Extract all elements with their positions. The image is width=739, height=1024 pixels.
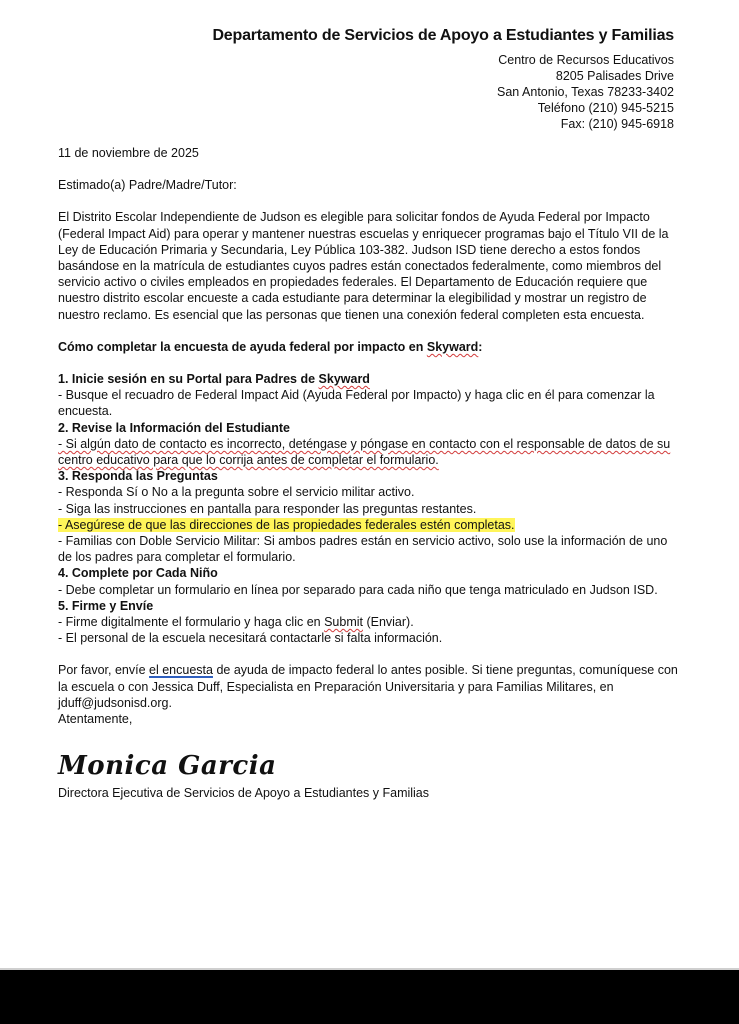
step-3-item: - Responda Sí o No a la pregunta sobre el servicio militar activo. [58, 485, 415, 500]
letter-greeting: Estimado(a) Padre/Madre/Tutor: [58, 178, 237, 193]
letterhead [212, 26, 674, 132]
letterhead-line: San Antonio, Texas 78233-3402 [497, 85, 674, 99]
department-title: Departamento de Servicios de Apoyo a Estudiantes y Familias [212, 27, 674, 44]
letterhead-line: Fax: (210) 945-6918 [560, 117, 674, 131]
letter-date: 11 de noviembre de 2025 [58, 146, 199, 160]
step-2-title: 2. Revise la Información del Estudiante [58, 420, 291, 435]
closing-paragraph: Por favor, envíe el encuesta de ayuda de impacto federal lo antes posible. Si tiene preguntas, comuníquese con la escuela o con Jessica Duff, Especialista en Preparación Universitaria y para Familias Militares, en jduff@judsonisd.org. [58, 663, 678, 710]
step-2-item: - Si algún dato de contacto es incorrecto, deténgase y póngase en contacto con el responsable de datos de su centro educativo para que lo corrija antes de completar el formulario. [58, 436, 671, 468]
step-3-item: - Familias con Doble Servicio Militar: Si ambos padres están en servicio activo, solo use la información de uno de los padres para completar el formulario. [58, 534, 668, 565]
signer-title: Directora Ejecutiva de Servicios de Apoyo a Estudiantes y Familias [58, 786, 430, 801]
step-3-title: 3. Responda las Preguntas [58, 469, 218, 484]
step-1-title: 1. Inicie sesión en su Portal para Padres de Skyward [58, 372, 370, 387]
letterhead-line: Teléfono (210) 945-5215 [537, 101, 674, 115]
sign-off: Atentamente, [58, 712, 133, 727]
step-1-item: - Busque el recuadro de Federal Impact Aid (Ayuda Federal por Impacto) y haga clic en él para comenzar la encuesta. [58, 388, 655, 419]
intro-paragraph: El Distrito Escolar Independiente de Judson es elegible para solicitar fondos de Ayuda Federal por Impacto (Federal Impact Aid) para operar y mantener nuestras escuelas y enriquecer programas bajo el Título VII de la Ley de Educación Primaria y Secundaria, Ley Pública 103-382. Judson ISD tiene derecho a estos fondos basándose en la matrícula de estudiantes cuyos padres están conectados federalmente, como miembros del servicio activo o civiles empleados en propiedades federales. El Departamento de Educación requiere que nuestro distrito escolar encueste a cada estudiante para determinar la elegibilidad y mostrar un registro de nuestro reclamo. Es esencial que las personas que tienen una conexión federal completen esta encuesta. [58, 210, 669, 322]
handwritten-signature: Monica Garcia [58, 751, 277, 782]
step-4-item: - Debe completar un formulario en línea por separado para cada niño que tenga matriculado en Judson ISD. [58, 582, 658, 597]
how-to-heading: Cómo completar la encuesta de ayuda federal por impacto en Skyward: [58, 339, 483, 354]
step-5-item: - El personal de la escuela necesitará contactarle si falta información. [58, 631, 443, 646]
step-5-item: - Firme digitalmente el formulario y haga clic en Submit (Enviar). [58, 615, 414, 630]
steps-list [58, 371, 678, 646]
step-3-item: - Siga las instrucciones en pantalla para responder las preguntas restantes. [58, 501, 477, 516]
step-4-title: 4. Complete por Cada Niño [58, 566, 218, 581]
letter-body [58, 145, 678, 802]
step-5-title: 5. Firme y Envíe [58, 598, 154, 613]
step-3-item-highlighted: - Asegúrese de que las direcciones de las propiedades federales estén completas. [58, 517, 515, 532]
letterhead-line: 8205 Palisades Drive [555, 69, 674, 83]
letterhead-line: Centro de Recursos Educativos [498, 53, 674, 67]
